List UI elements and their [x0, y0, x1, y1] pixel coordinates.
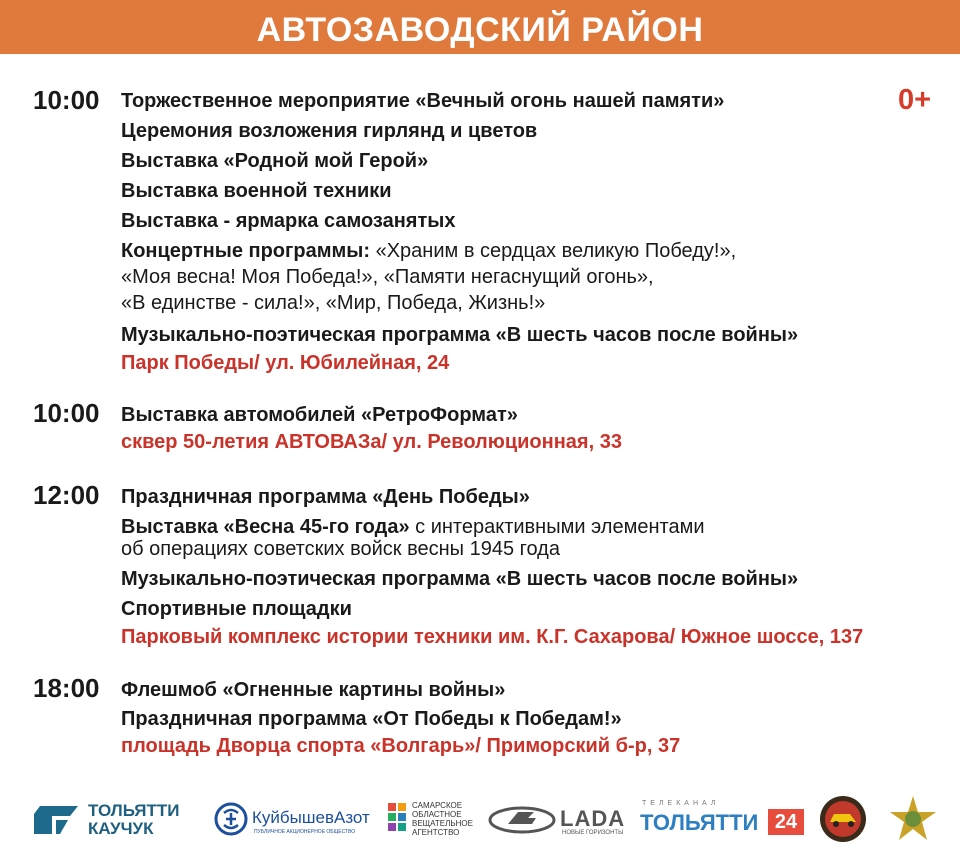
kauchuk-text-1: ТОЛЬЯТТИ [88, 801, 180, 820]
event-time: 18:00 [33, 673, 100, 703]
sova-text-3: ВЕЩАТЕЛЬНОЕ [412, 819, 473, 828]
lada-boat-icon [488, 806, 556, 834]
event-item: Музыкально-поэтическая программа «В шесть часов после войны» [121, 324, 799, 346]
tv-number-badge: 24 [768, 809, 804, 835]
event-time: 12:00 [33, 480, 100, 510]
logo-lada [488, 804, 630, 838]
exhibit-title: Выставка «Весна 45-го года» [121, 516, 410, 538]
event-time: 10:00 [33, 398, 100, 428]
event-item: Выставка военной техники [121, 180, 392, 202]
event-item: Выставка автомобилей «РетроФормат» [121, 404, 518, 426]
retro-car-badge-icon [818, 794, 868, 844]
kuibyshev-text: КуйбышевАзот [252, 808, 370, 827]
sova-text-1: САМАРСКОЕ [412, 801, 463, 810]
event-address: Парковый комплекс истории техники им. К.Г. Сахарова/ Южное шоссе, 137 [121, 626, 864, 648]
logo-kuibyshevazot [214, 802, 374, 838]
concert-label: Концертные программы: [121, 240, 371, 262]
kuibyshev-mark-icon [214, 802, 248, 836]
page-title: АВТОЗАВОДСКИЙ РАЙОН [256, 10, 704, 49]
sova-text-2: ОБЛАСТНОЕ [412, 810, 462, 819]
tv-name-text: ТОЛЬЯТТИ [640, 810, 759, 835]
concert-line: «В единстве - сила!», «Мир, Победа, Жизнь!» [121, 292, 546, 314]
concert-line: «Моя весна! Моя Победа!», «Памяти негаснущий огонь», [121, 266, 654, 288]
event-item: Спортивные площадки [121, 598, 352, 620]
tv-top-text: ТЕЛЕКАНАЛ [642, 800, 720, 807]
sponsor-logos [0, 790, 960, 847]
kauchuk-mark-icon [30, 804, 82, 836]
logo-togliatti-24 [640, 800, 806, 840]
lada-subtext: НОВЫЕ ГОРИЗОНТЫ [562, 830, 624, 836]
event-item: Выставка «Родной мой Герой» [121, 150, 429, 172]
event-item: Торжественное мероприятие «Вечный огонь нашей памяти» [121, 90, 725, 112]
event-address: сквер 50-летия АВТОВАЗа/ ул. Революционная, 33 [121, 431, 622, 453]
logo-sova [384, 800, 484, 840]
kuibyshev-subtext: ПУБЛИЧНОЕ АКЦИОНЕРНОЕ ОБЩЕСТВО [254, 829, 356, 835]
header-banner [0, 0, 960, 54]
event-item: Праздничная программа «От Победы к Победам!» [121, 708, 622, 730]
sova-mark-icon [384, 801, 410, 839]
concert-text: «Храним в сердцах великую Победу!», [370, 240, 737, 262]
lada-text: LADA [560, 806, 626, 831]
exhibit-text: с интерактивными элементами [409, 516, 705, 538]
kauchuk-text-2: КАУЧУК [88, 819, 154, 838]
logo-retroformat [818, 794, 868, 844]
concert-line [121, 238, 736, 264]
eagle-emblem-icon [888, 794, 938, 844]
event-address: площадь Дворца спорта «Волгарь»/ Приморский б-р, 37 [121, 735, 681, 757]
event-address: Парк Победы/ ул. Юбилейная, 24 [121, 352, 450, 374]
event-item: Праздничная программа «День Победы» [121, 486, 530, 508]
sova-text-4: АГЕНТСТВО [412, 828, 460, 837]
event-item: Музыкально-поэтическая программа «В шесть часов после войны» [121, 568, 799, 590]
logo-togliatti-kauchuk [30, 802, 200, 838]
event-item: Выставка - ярмарка самозанятых [121, 210, 456, 232]
logo-emblem [888, 794, 938, 844]
event-item: Церемония возложения гирлянд и цветов [121, 120, 538, 142]
event-time: 10:00 [33, 85, 100, 115]
age-rating: 0+ [898, 84, 932, 116]
exhibit-line: об операциях советских войск весны 1945 года [121, 538, 560, 560]
event-item: Флешмоб «Огненные картины войны» [121, 679, 506, 701]
